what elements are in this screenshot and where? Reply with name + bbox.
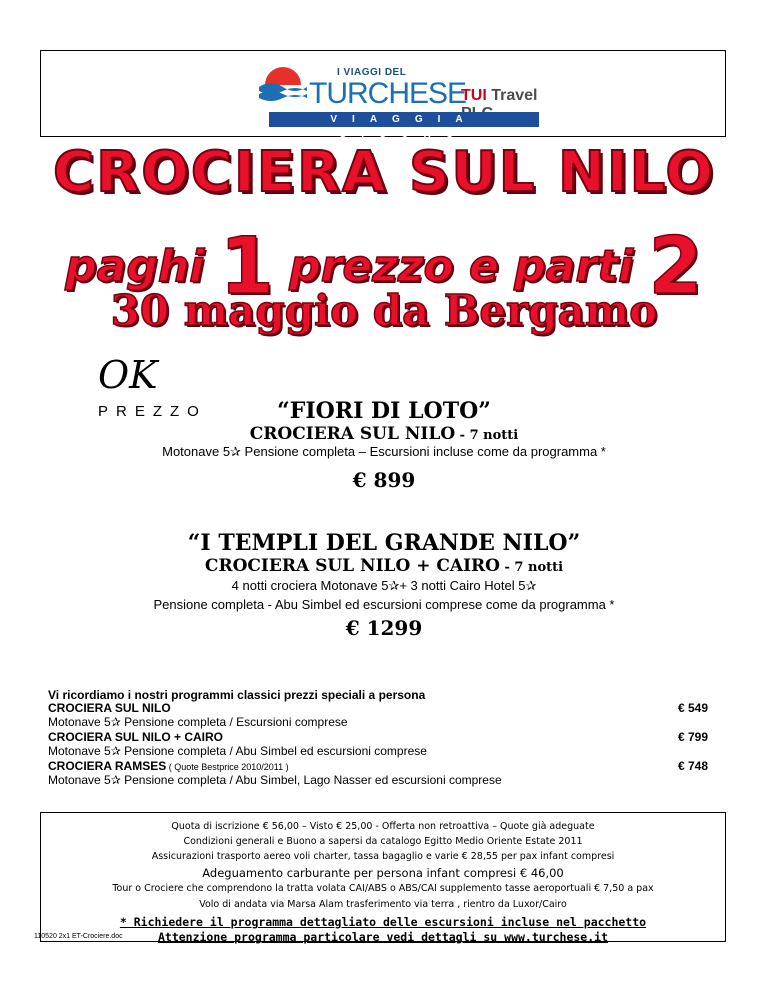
- headline-title: CROCIERA SUL NILO: [53, 140, 715, 205]
- tour1-nights: - 7 notti: [455, 428, 519, 443]
- tour2-nights: - 7 notti: [499, 560, 564, 575]
- classic-item-desc: Motonave 5✰ Pensione completa / Escursioni comprese: [48, 715, 348, 729]
- headline-date: 30 maggio da Bergamo: [110, 286, 658, 335]
- logo-bar: VIAGGIA SICURO: [269, 112, 539, 127]
- classic-item-name-text: CROCIERA SUL NILO: [48, 701, 171, 715]
- document-reference: 110520 2x1 ET-Crociere.doc: [34, 933, 123, 940]
- conditions-box: [40, 812, 726, 942]
- tour2-description-1: 4 notti crociera Motonave 5✰+ 3 notti Cairo Hotel 5✰: [231, 578, 537, 593]
- info-line-website[interactable]: Attenzione programma particolare vedi dettagli su www.turchese.it: [157, 930, 609, 944]
- tour2-description-2: Pensione completa - Abu Simbel ed escursioni comprese come da programma *: [153, 597, 615, 612]
- tui-rest: Travel: [491, 87, 538, 104]
- info-line: Assicurazioni trasporto aereo voli charter, tassa bagaglio e varie € 28,55 per pax infant compresi: [151, 851, 615, 862]
- classic-item-desc: Motonave 5✰ Pensione completa / Abu Simbel ed escursioni comprese: [48, 744, 427, 758]
- logo-box: [40, 50, 726, 140]
- classic-item: [48, 701, 708, 729]
- classic-item: [48, 759, 708, 787]
- classic-item-name-text: CROCIERA SUL NILO + CAIRO: [48, 730, 224, 744]
- classic-item-name: [48, 701, 708, 715]
- classic-item-name: [48, 730, 708, 744]
- tour1-subtitle: [0, 424, 768, 444]
- classic-item-price: € 748: [677, 759, 708, 773]
- tour2-subtitle: [0, 556, 768, 576]
- classic-item-name-text: CROCIERA RAMSES: [48, 759, 167, 773]
- classic-item: [48, 730, 708, 758]
- classic-item-desc: Motonave 5✰ Pensione completa / Abu Simbel, Lago Nasser ed escursioni comprese: [48, 773, 502, 787]
- info-line: Tour o Crociere che comprendono la tratta volata CAI/ABS o ABS/CAI supplemento tasse aeroportuali € 7,50 a pax: [112, 883, 654, 894]
- info-line: Volo di andata via Marsa Alam trasferimento via terra , rientro da Luxor/Cairo: [199, 899, 567, 910]
- tour1-subtitle-text: CROCIERA SUL NILO: [249, 424, 456, 444]
- tour2-price: € 1299: [345, 616, 423, 640]
- info-line: Adeguamento carburante per persona infant compresi € 46,00: [202, 866, 564, 880]
- info-line: Quota di iscrizione € 56,00 – Visto € 25,00 - Offerta non retroattiva – Quote già adeguate: [171, 821, 595, 832]
- wave-sun-icon: [259, 63, 307, 103]
- tour1-price: € 899: [352, 468, 416, 492]
- logo-tagline: I VIAGGI DEL: [337, 67, 407, 78]
- offer-number-1: 1: [219, 222, 274, 312]
- tour1-title: “FIORI DI LOTO”: [277, 398, 491, 424]
- offer-text-b: prezzo e parti: [289, 241, 634, 292]
- ok-mark: OK: [98, 353, 158, 397]
- turchese-logo: [229, 57, 555, 140]
- classic-item-note: ( Quote Bestprice 2010/2011 ): [166, 762, 289, 772]
- classic-item-price: € 549: [677, 701, 708, 715]
- logo-brand: TURCHESE: [309, 77, 467, 110]
- ok-label: PREZZO: [98, 403, 207, 420]
- classic-item-name: [48, 759, 708, 773]
- classic-intro: Vi ricordiamo i nostri programmi classici prezzi speciali a persona: [48, 688, 426, 702]
- tour2-subtitle-text: CROCIERA SUL NILO + CAIRO: [204, 556, 500, 576]
- offer-number-2: 2: [648, 222, 703, 312]
- classic-item-price: € 799: [677, 730, 708, 744]
- tour1-description: Motonave 5✰ Pensione completa – Escursioni incluse come da programma *: [162, 444, 606, 459]
- tui-word: TUI: [461, 87, 487, 104]
- info-line: Condizioni generali e Buono a sapersi da catalogo Egitto Medio Oriente Estate 2011: [183, 836, 583, 847]
- info-line-request: * Richiedere il programma dettagliato delle escursioni incluse nel pacchetto: [119, 915, 647, 929]
- offer-text-a: paghi: [65, 241, 205, 292]
- tour2-title: “I TEMPLI DEL GRANDE NILO”: [187, 530, 581, 556]
